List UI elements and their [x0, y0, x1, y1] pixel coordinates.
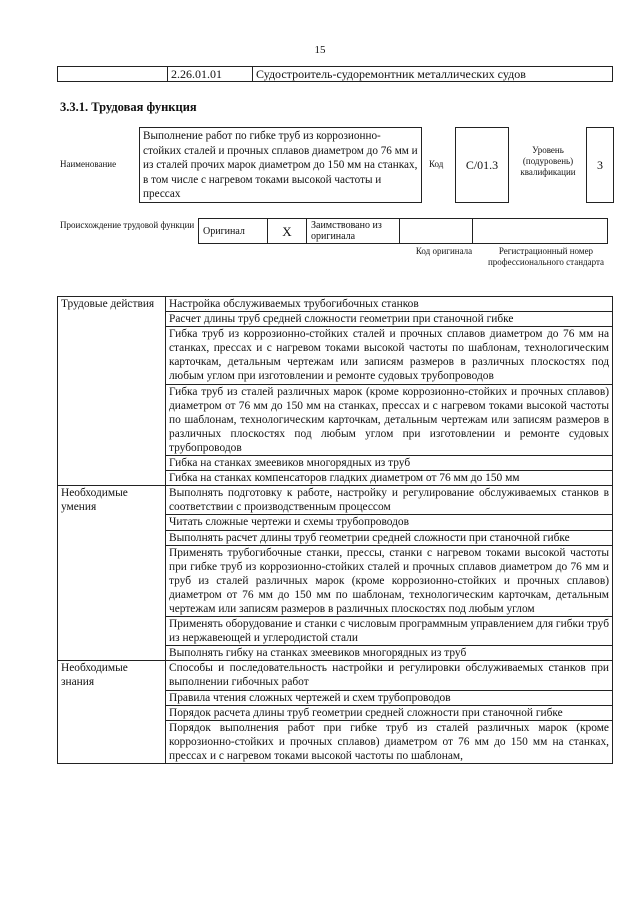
- table-row: [58, 661, 613, 690]
- table-cell: Выполнять подготовку к работе, настройку и регулирование обслуживаемых станков в соответствии с производственным процессом: [166, 486, 613, 515]
- origin-code-caption: Код оригинала: [415, 246, 473, 256]
- code-label: Код: [429, 159, 444, 169]
- table-cell: Выполнять гибку на станках змеевиков многорядных из труб: [166, 646, 613, 661]
- origin-reg-caption: Регистрационный номер профессионального стандарта: [487, 246, 605, 267]
- function-details-table: [57, 296, 613, 764]
- header-code-cell: 2.26.01.01: [168, 67, 253, 82]
- origin-table: [198, 218, 608, 244]
- table-cell: Расчет длины труб средней сложности геометрии при станочной гибке: [166, 312, 613, 327]
- page-number: 15: [314, 44, 326, 56]
- origin-original-cell: Оригинал: [199, 219, 268, 244]
- table-cell: Гибка на станках компенсаторов гладких диаметром от 76 мм до 150 мм: [166, 471, 613, 486]
- table-cell: Применять трубогибочные станки, прессы, станки с нагревом токами высокой частоты при гибке труб из коррозионно-стойких сталей и прочных сплавов диаметром до 76 мм и труб из сталей различных марок (кроме коррозионно-стойких и прочных сплавов) диаметром от 76 мм до 150 мм по шаблонам, технологическим карточкам, детальным чертежам или записям размеров в различных плоскостях под любым углом: [166, 545, 613, 616]
- table-cell: Выполнять расчет длины труб геометрии средней сложности при станочной гибке: [166, 530, 613, 545]
- level-value: 3: [597, 157, 603, 172]
- table-cell: Читать сложные чертежи и схемы трубопроводов: [166, 515, 613, 530]
- level-box: [586, 127, 614, 203]
- table-cell: Способы и последовательность настройки и регулировки обслуживаемых станков при выполнении гибочных работ: [166, 661, 613, 690]
- category-cell: Трудовые действия: [58, 297, 166, 486]
- origin-label: Происхождение трудовой функции: [60, 220, 195, 230]
- table-cell: Гибка на станках змеевиков многорядных из труб: [166, 456, 613, 471]
- function-name-box: Выполнение работ по гибке труб из коррозионно-стойких сталей и прочных сплавов диаметром до 76 мм и из сталей прочих марок диаметром до 150 мм на станках, в том числе с нагревом токами высокой частоты и прессах: [139, 127, 422, 203]
- section-title: 3.3.1. Трудовая функция: [60, 100, 197, 114]
- level-label: Уровень (подуровень) квалификации: [520, 145, 576, 177]
- table-row: [58, 297, 613, 312]
- category-cell: Необходимые умения: [58, 486, 166, 661]
- table-cell: Применять оборудование и станки с числовым программным управлением для гибки труб из нержавеющей и углеродистой стали: [166, 617, 613, 646]
- header-empty-cell: [58, 67, 168, 82]
- name-label: Наименование: [60, 159, 117, 169]
- origin-reg-cell: [473, 219, 608, 244]
- origin-mark-cell: X: [268, 219, 307, 244]
- table-cell: Правила чтения сложных чертежей и схем трубопроводов: [166, 690, 613, 705]
- header-title-cell: Судостроитель-судоремонтник металлических судов: [253, 67, 613, 82]
- table-cell: Порядок расчета длины труб геометрии средней сложности при станочной гибке: [166, 705, 613, 720]
- category-cell: Необходимые знания: [58, 661, 166, 764]
- function-code-value: С/01.3: [465, 157, 499, 172]
- table-cell: Настройка обслуживаемых трубогибочных станков: [166, 297, 613, 312]
- table-cell: Гибка труб из коррозионно-стойких сталей и прочных сплавов диаметром до 76 мм на станках, прессах и с нагревом токами высокой частоты по шаблонам, технологическим карточкам, детальным чертежам или записям размеров в различных плоскостях под любым углом при изготовлении и ремонте судовых трубопроводов: [166, 327, 613, 384]
- function-code-box: [455, 127, 509, 203]
- header-code-table: [57, 66, 613, 82]
- origin-code-cell: [400, 219, 473, 244]
- table-cell: Порядок выполнения работ при гибке труб из сталей различных марок (кроме коррозионно-стойких и прочных сплавов) диаметром от 76 мм до 150 мм на станках, прессах и с нагревом токами высокой частоты по шаблонам,: [166, 720, 613, 763]
- table-row: [58, 486, 613, 515]
- table-cell: Гибка труб из сталей различных марок (кроме коррозионно-стойких и прочных сплавов) диаметром от 76 мм до 150 мм на станках, прессах и с нагревом токами высокой частоты по шаблонам, технологическим карточкам, детальным чертежам или записям размеров в различных плоскостях под любым углом при изготовлении и ремонте судовых трубопроводов: [166, 384, 613, 455]
- origin-borrowed-cell: Заимствовано из оригинала: [307, 219, 400, 244]
